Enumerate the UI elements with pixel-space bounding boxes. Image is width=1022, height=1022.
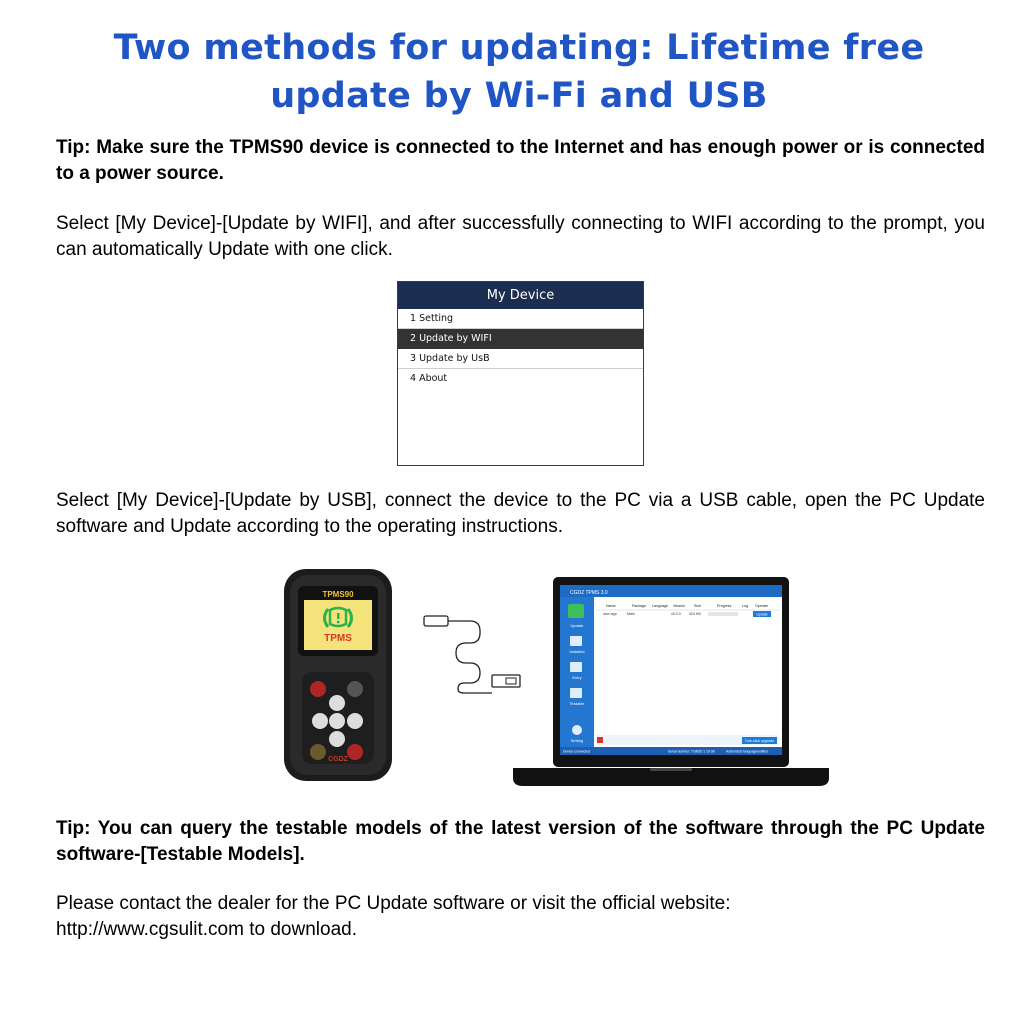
menu-item-about[interactable]: 4 About bbox=[410, 373, 448, 384]
device-right-button-icon bbox=[347, 713, 363, 729]
svg-text:v0.0.0: v0.0.0 bbox=[671, 612, 681, 616]
device-y-button-icon bbox=[347, 681, 363, 697]
sidebar-item-entry[interactable]: Entry bbox=[572, 675, 582, 680]
wifi-instruction: Select [My Device]-[Update by WIFI], and after successfully connecting to WIFI according to the prompt, you can automatically Update with one click. bbox=[56, 213, 985, 260]
title-line-2: update by Wi-Fi and USB bbox=[270, 76, 768, 116]
svg-text:Progress: Progress bbox=[717, 604, 732, 608]
menu-header: My Device bbox=[398, 282, 643, 309]
device-screen-text: TPMS bbox=[324, 633, 352, 644]
device-up-button-icon bbox=[329, 695, 345, 711]
device-help-button-icon bbox=[310, 744, 326, 760]
usb-cable bbox=[424, 616, 520, 693]
sidebar-item-update[interactable]: Update bbox=[570, 623, 584, 628]
device-left-button-icon bbox=[312, 713, 328, 729]
svg-text:Name: Name bbox=[606, 604, 616, 608]
sidebar-item-installed[interactable]: Installed bbox=[569, 649, 585, 654]
svg-text:new app: new app bbox=[603, 612, 617, 616]
svg-text:Version: Version bbox=[673, 604, 685, 608]
laptop bbox=[513, 577, 829, 786]
svg-text:Language: Language bbox=[652, 604, 668, 608]
device-back-button-icon bbox=[347, 744, 363, 760]
contact-website[interactable]: http://www.cgsulit.com to download. bbox=[56, 919, 357, 940]
menu-item-setting[interactable]: 1 Setting bbox=[398, 309, 643, 329]
software-alert-icon bbox=[597, 737, 603, 743]
tip-testable-models: Tip: You can query the testable models of the latest version of the software through the PC Update software-[Testable Models]. bbox=[56, 818, 985, 865]
tpms-device bbox=[284, 569, 392, 781]
device-down-button-icon bbox=[329, 731, 345, 747]
svg-text:424 KB: 424 KB bbox=[689, 612, 701, 616]
progress-bar bbox=[708, 612, 738, 616]
device-model-label: TPMS90 bbox=[322, 590, 354, 599]
tip-connection: Tip: Make sure the TPMS90 device is connected to the Internet and has enough power or is connected to a power source. bbox=[56, 137, 985, 184]
device-center-button-icon bbox=[329, 713, 345, 729]
menu-item-update-wifi[interactable]: 2 Update by WIFI bbox=[398, 329, 643, 349]
status-device-connected: Device connected bbox=[563, 749, 590, 754]
menu-item-update-usb[interactable]: 3 Update by UsB bbox=[398, 349, 643, 369]
svg-text:One-click upgrade: One-click upgrade bbox=[744, 739, 775, 743]
svg-text:Size: Size bbox=[694, 604, 701, 608]
sidebar-item-testable[interactable]: Testable bbox=[569, 701, 585, 706]
svg-text:Main: Main bbox=[627, 612, 635, 616]
software-window-title: CGDZ TPMS 3.0 bbox=[570, 590, 608, 596]
usb-connection-illustration bbox=[0, 560, 1022, 800]
contact-line-1: Please contact the dealer for the PC Update software or visit the official website: bbox=[56, 893, 731, 914]
page-title bbox=[60, 24, 978, 120]
title-line-1: Two methods for updating: Lifetime free bbox=[113, 28, 925, 68]
device-brand-label: CGDZ bbox=[328, 756, 348, 763]
svg-text:Update: Update bbox=[756, 612, 768, 617]
svg-text:Log: Log bbox=[742, 604, 748, 608]
status-serial-number: Serial number: TGM20 1 19 08 bbox=[668, 749, 715, 754]
status-authorized: Authorized language/edition bbox=[726, 749, 769, 754]
usb-instruction: Select [My Device]-[Update by USB], connect the device to the PC via a USB cable, open the PC Update software and Update according to the operating instructions. bbox=[56, 490, 985, 537]
svg-text:Operate: Operate bbox=[755, 604, 768, 608]
my-device-menu bbox=[397, 281, 644, 466]
svg-text:Package: Package bbox=[632, 604, 646, 608]
sidebar-item-setting[interactable]: Setting bbox=[570, 738, 584, 743]
device-red-button-icon bbox=[310, 681, 326, 697]
